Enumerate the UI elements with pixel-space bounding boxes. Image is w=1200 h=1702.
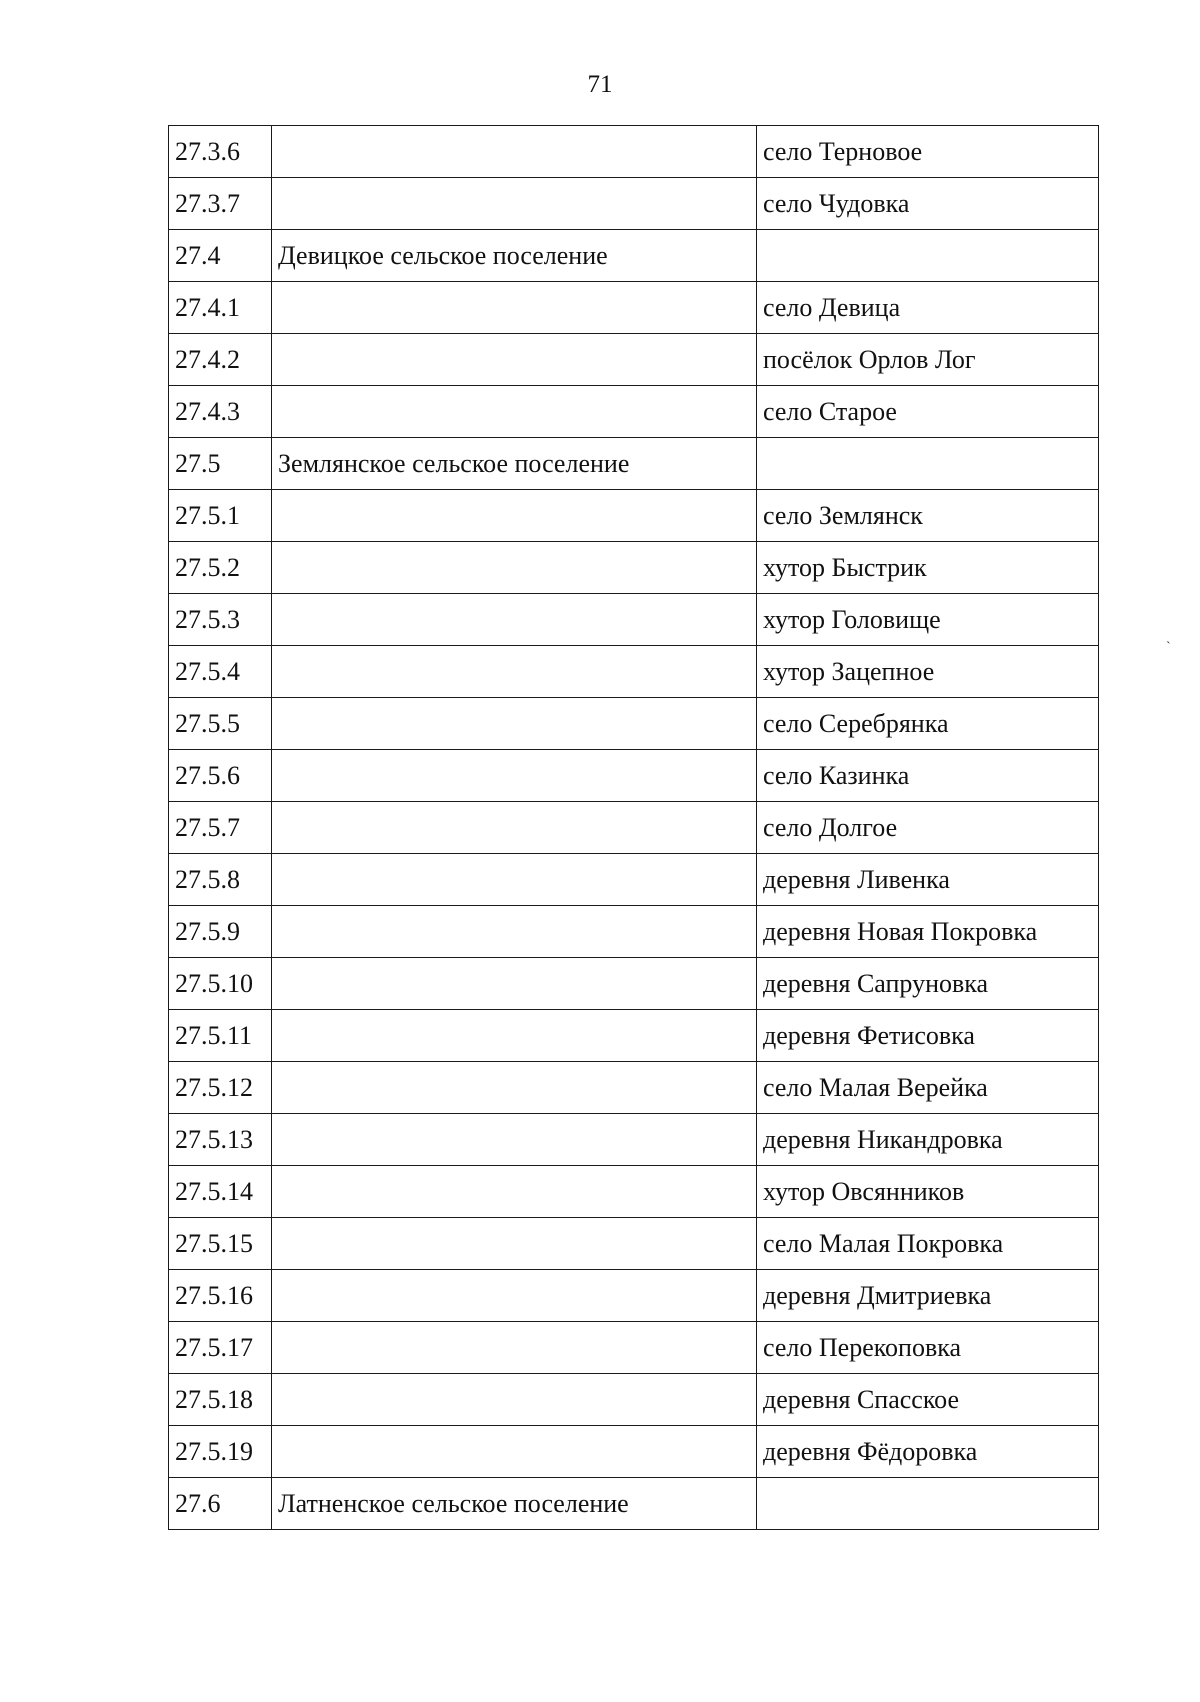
table-row [169, 594, 1099, 646]
table-row [169, 542, 1099, 594]
locality-name-cell [757, 438, 1099, 490]
table-row [169, 386, 1099, 438]
settlement-name-cell [272, 1374, 757, 1426]
locality-name-cell: деревня Фёдоровка [757, 1426, 1099, 1478]
locality-name-cell: село Казинка [757, 750, 1099, 802]
row-number-cell: 27.3.6 [169, 126, 272, 178]
locality-name-cell: село Малая Покровка [757, 1218, 1099, 1270]
settlement-name-cell [272, 1062, 757, 1114]
settlement-name-cell [272, 1010, 757, 1062]
table-row [169, 854, 1099, 906]
locality-name-cell: село Долгое [757, 802, 1099, 854]
locality-name-cell: хутор Быстрик [757, 542, 1099, 594]
table-row [169, 958, 1099, 1010]
locality-name-cell: посёлок Орлов Лог [757, 334, 1099, 386]
settlement-name-cell [272, 646, 757, 698]
settlement-name-cell [272, 386, 757, 438]
table-row [169, 750, 1099, 802]
row-number-cell: 27.5.1 [169, 490, 272, 542]
row-number-cell: 27.5.13 [169, 1114, 272, 1166]
row-number-cell: 27.5.4 [169, 646, 272, 698]
row-number-cell: 27.5.16 [169, 1270, 272, 1322]
locality-name-cell: село Девица [757, 282, 1099, 334]
locality-name-cell: село Чудовка [757, 178, 1099, 230]
row-number-cell: 27.5.9 [169, 906, 272, 958]
row-number-cell: 27.3.7 [169, 178, 272, 230]
locality-name-cell: деревня Спасское [757, 1374, 1099, 1426]
row-number-cell: 27.5.14 [169, 1166, 272, 1218]
row-number-cell: 27.4.2 [169, 334, 272, 386]
row-number-cell: 27.5.19 [169, 1426, 272, 1478]
row-number-cell: 27.5.10 [169, 958, 272, 1010]
settlements-table [168, 125, 1099, 1530]
row-number-cell: 27.5.7 [169, 802, 272, 854]
locality-name-cell: деревня Фетисовка [757, 1010, 1099, 1062]
row-number-cell: 27.5.17 [169, 1322, 272, 1374]
row-number-cell: 27.5.5 [169, 698, 272, 750]
settlement-name-cell: Латненское сельское поселение [272, 1478, 757, 1530]
row-number-cell: 27.5.8 [169, 854, 272, 906]
row-number-cell: 27.5.6 [169, 750, 272, 802]
settlement-name-cell: Девицкое сельское поселение [272, 230, 757, 282]
locality-name-cell [757, 230, 1099, 282]
table-row [169, 334, 1099, 386]
table-row [169, 1166, 1099, 1218]
locality-name-cell: хутор Зацепное [757, 646, 1099, 698]
settlement-name-cell [272, 1114, 757, 1166]
table-row [169, 1374, 1099, 1426]
row-number-cell: 27.4.3 [169, 386, 272, 438]
table-row [169, 1062, 1099, 1114]
locality-name-cell: деревня Дмитриевка [757, 1270, 1099, 1322]
table-row [169, 282, 1099, 334]
table-row [169, 1478, 1099, 1530]
row-number-cell: 27.5.2 [169, 542, 272, 594]
table-row [169, 1114, 1099, 1166]
settlement-name-cell: Землянское сельское поселение [272, 438, 757, 490]
page-number: 71 [587, 71, 613, 98]
table-row [169, 698, 1099, 750]
table-row [169, 178, 1099, 230]
table-row [169, 1010, 1099, 1062]
table-row [169, 438, 1099, 490]
row-number-cell: 27.5.11 [169, 1010, 272, 1062]
row-number-cell: 27.6 [169, 1478, 272, 1530]
locality-name-cell: село Серебрянка [757, 698, 1099, 750]
table-row [169, 1322, 1099, 1374]
locality-name-cell: деревня Никандровка [757, 1114, 1099, 1166]
settlement-name-cell [272, 490, 757, 542]
locality-name-cell: деревня Сапруновка [757, 958, 1099, 1010]
table-row [169, 1426, 1099, 1478]
settlement-name-cell [272, 1322, 757, 1374]
table-row [169, 126, 1099, 178]
settlement-name-cell [272, 594, 757, 646]
settlement-name-cell [272, 1218, 757, 1270]
scan-mark: ˋ [1166, 640, 1171, 655]
table-row [169, 490, 1099, 542]
settlement-name-cell [272, 750, 757, 802]
locality-name-cell: село Терновое [757, 126, 1099, 178]
table-row [169, 906, 1099, 958]
settlement-name-cell [272, 282, 757, 334]
table-row [169, 802, 1099, 854]
locality-name-cell [757, 1478, 1099, 1530]
settlement-name-cell [272, 178, 757, 230]
row-number-cell: 27.5.3 [169, 594, 272, 646]
locality-name-cell: село Землянск [757, 490, 1099, 542]
settlement-name-cell [272, 802, 757, 854]
settlement-name-cell [272, 854, 757, 906]
table-body [169, 126, 1099, 1530]
settlement-name-cell [272, 1270, 757, 1322]
settlement-name-cell [272, 542, 757, 594]
settlement-name-cell [272, 958, 757, 1010]
row-number-cell: 27.5.15 [169, 1218, 272, 1270]
row-number-cell: 27.4.1 [169, 282, 272, 334]
row-number-cell: 27.5 [169, 438, 272, 490]
settlement-name-cell [272, 698, 757, 750]
row-number-cell: 27.4 [169, 230, 272, 282]
table-row [169, 230, 1099, 282]
locality-name-cell: село Перекоповка [757, 1322, 1099, 1374]
locality-name-cell: село Старое [757, 386, 1099, 438]
table-row [169, 1218, 1099, 1270]
settlement-name-cell [272, 1426, 757, 1478]
settlement-name-cell [272, 1166, 757, 1218]
locality-name-cell: село Малая Верейка [757, 1062, 1099, 1114]
table-row [169, 1270, 1099, 1322]
settlement-name-cell [272, 906, 757, 958]
locality-name-cell: хутор Головище [757, 594, 1099, 646]
table-row [169, 646, 1099, 698]
settlement-name-cell [272, 334, 757, 386]
row-number-cell: 27.5.18 [169, 1374, 272, 1426]
locality-name-cell: деревня Ливенка [757, 854, 1099, 906]
settlement-name-cell [272, 126, 757, 178]
row-number-cell: 27.5.12 [169, 1062, 272, 1114]
locality-name-cell: хутор Овсянников [757, 1166, 1099, 1218]
locality-name-cell: деревня Новая Покровка [757, 906, 1099, 958]
